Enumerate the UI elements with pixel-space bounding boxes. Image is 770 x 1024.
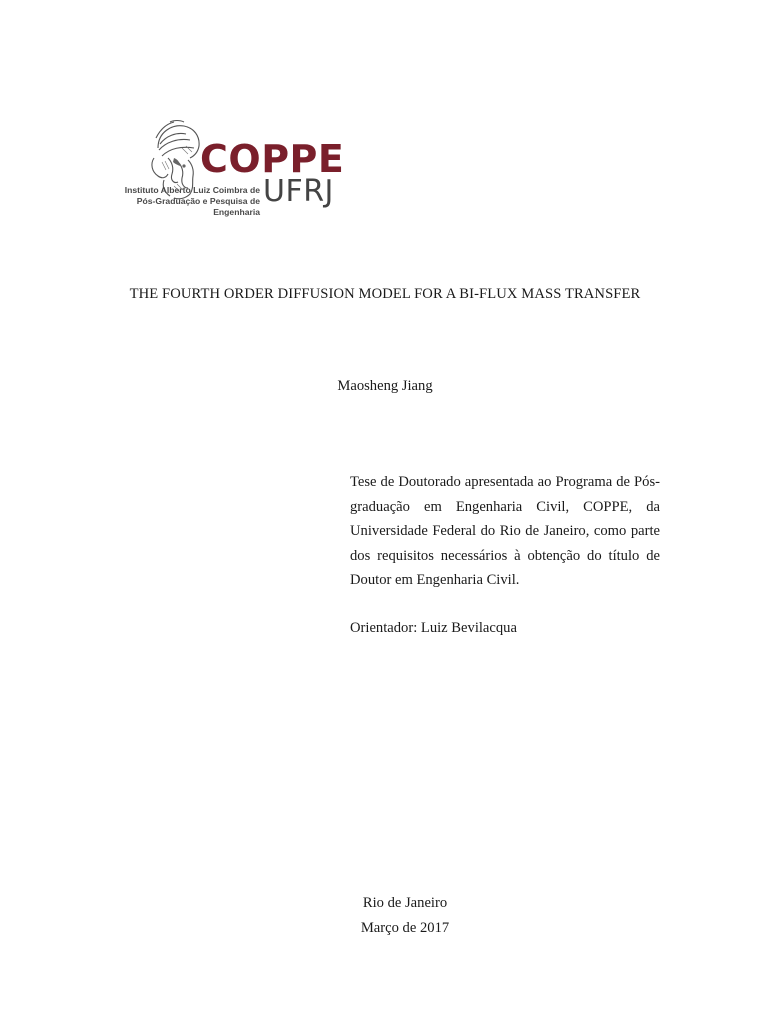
logo-subtitle: [108, 185, 260, 218]
logo-subtitle-line2: Pós-Graduação e Pesquisa de Engenharia: [136, 196, 260, 217]
author-name: Maosheng Jiang: [337, 378, 433, 394]
advisor-line: Orientador: Luiz Bevilacqua: [350, 620, 517, 636]
logo-subtitle-line1: Instituto Alberto Luiz Coimbra de: [124, 185, 260, 195]
thesis-description: Tese de Doutorado apresentada ao Programa de Pós-graduação em Engenharia Civil, COPPE, da Universidade Federal do Rio de Janeiro, como parte dos requisitos necessários à obtenção do título de Doutor em Engenharia Civil.: [350, 474, 660, 589]
date: Março de 2017: [360, 920, 450, 936]
logo-brand-text: COPPE: [200, 137, 345, 181]
place: Rio de Janeiro: [362, 895, 448, 911]
logo-university-text: UFRJ: [263, 174, 334, 209]
coppe-ufrj-logo: [108, 110, 348, 220]
thesis-title: THE FOURTH ORDER DIFFUSION MODEL FOR A BI-FLUX MASS TRANSFER: [129, 286, 641, 302]
